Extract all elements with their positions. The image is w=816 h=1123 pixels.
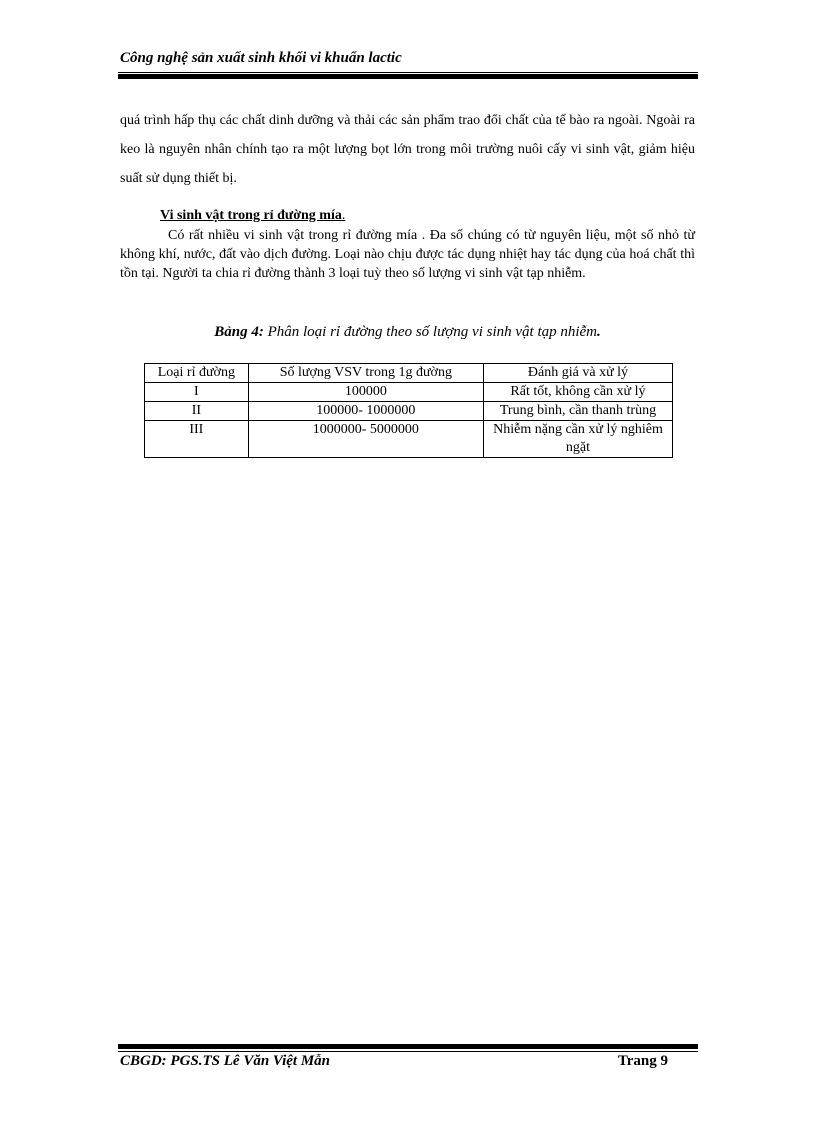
table-cell: III xyxy=(145,421,249,458)
table-header-cell: Đánh giá và xử lý xyxy=(483,364,672,383)
table-cell: Rất tốt, không cần xử lý xyxy=(483,383,672,402)
table-header-cell: Số lượng VSV trong 1g đường xyxy=(248,364,483,383)
table-row xyxy=(145,402,673,421)
header-title: Công nghệ sản xuất sinh khối vi khuẩn lactic xyxy=(120,50,402,66)
table-cell: 100000 xyxy=(248,383,483,402)
table-cell: 100000- 1000000 xyxy=(248,402,483,421)
header-rule-thin xyxy=(118,72,698,73)
header-rule-thick xyxy=(118,74,698,79)
paragraph-1: quá trình hấp thụ các chất dinh dưỡng và thải các sản phẩm trao đổi chất của tế bào ra ngoài. Ngoài ra keo là nguyên nhân chính tạo ra một lượng bọt lớn trong môi trường nuôi cấy vi sinh vật, giảm hiệu suất sử dụng thiết bị. xyxy=(120,113,695,186)
footer-rule-thin xyxy=(118,1051,698,1052)
table-row xyxy=(145,383,673,402)
table-cell: II xyxy=(145,402,249,421)
footer-author: CBGD: PGS.TS Lê Văn Việt Mẫn xyxy=(120,1053,331,1069)
footer-page-number: Trang 9 xyxy=(617,1053,668,1069)
footer-rule-thick xyxy=(118,1044,698,1049)
caption-label: Bảng 4: xyxy=(214,324,264,340)
table-cell: Trung bình, cần thanh trùng xyxy=(483,402,672,421)
table-header-row xyxy=(145,364,673,383)
table-cell: 1000000- 5000000 xyxy=(248,421,483,458)
classification-table xyxy=(144,363,673,458)
section-subheading: Vi sinh vật trong rỉ đường mía. xyxy=(160,208,346,223)
table-cell: Nhiễm nặng cần xử lý nghiêm ngặt xyxy=(483,421,672,458)
subheading-text: Vi sinh vật trong rỉ đường mía xyxy=(160,208,342,223)
caption-text: Phân loại rỉ đường theo số lượng vi sinh vật tạp nhiễm xyxy=(267,324,598,340)
table-row xyxy=(145,421,673,458)
table-caption: Bảng 4: Phân loại rỉ đường theo số lượng vi sinh vật tạp nhiễm. xyxy=(214,324,601,340)
table-header-cell: Loại rỉ đường xyxy=(145,364,249,383)
paragraph-2: Có rất nhiều vi sinh vật trong rỉ đường mía . Đa số chúng có từ nguyên liệu, một số nhỏ từ không khí, nước, đất vào dịch đường. Loại nào chịu được tác dụng nhiệt hay tác dụng của hoá chất thì tồn tại. Người ta chia rỉ đường thành 3 loại tuỳ theo số lượng vi sinh vật tạp nhiễm. xyxy=(120,228,695,281)
table-cell: I xyxy=(145,383,249,402)
